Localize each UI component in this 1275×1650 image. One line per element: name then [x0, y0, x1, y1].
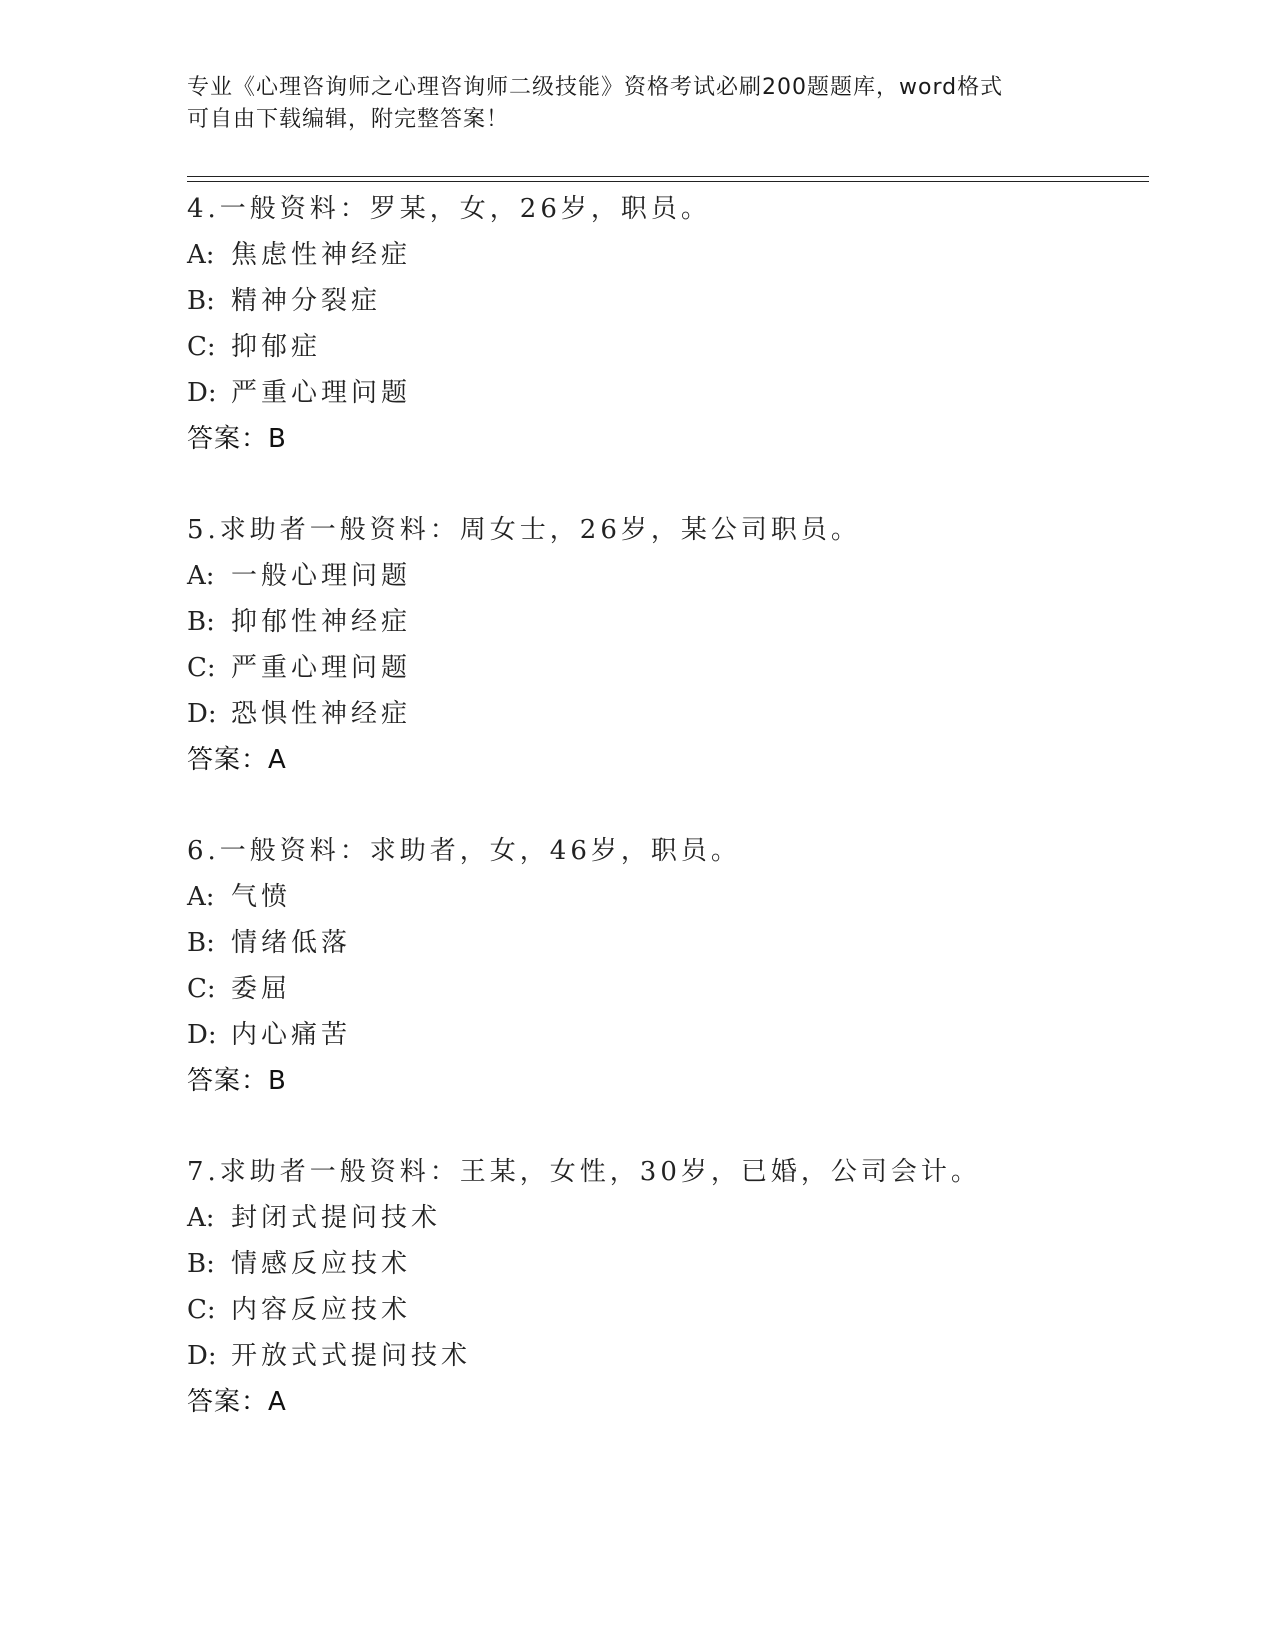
- option-text: 恐惧性神经症: [231, 699, 412, 729]
- option-text: 一般心理问题: [231, 561, 412, 591]
- option-text: 严重心理问题: [231, 653, 412, 683]
- option-key: B:: [187, 607, 215, 637]
- option-key: C:: [187, 1295, 216, 1325]
- option-text: 委屈: [231, 974, 292, 1004]
- option-key: D:: [187, 699, 217, 729]
- question-stem: 6.一般资料：求助者，女，46岁，职员。: [187, 836, 741, 866]
- option-text: 气愤: [231, 882, 292, 912]
- option-b: [187, 920, 1147, 966]
- option-key: D:: [187, 1341, 217, 1371]
- question-list: [187, 186, 1147, 1470]
- option-b: [187, 1241, 1147, 1287]
- option-text: 严重心理问题: [231, 378, 412, 408]
- option-d: [187, 1012, 1147, 1058]
- option-key: C:: [187, 653, 216, 683]
- option-text: 开放式式提问技术: [231, 1341, 472, 1371]
- question-item: [187, 186, 1147, 462]
- option-key: A:: [187, 240, 215, 270]
- option-key: B:: [187, 286, 215, 316]
- option-key: D:: [187, 378, 217, 408]
- option-text: 情感反应技术: [231, 1249, 412, 1279]
- option-d: [187, 691, 1147, 737]
- option-text: 封闭式提问技术: [231, 1203, 442, 1233]
- answer-line: 答案：B: [187, 424, 287, 454]
- option-a: [187, 232, 1147, 278]
- option-a: [187, 1195, 1147, 1241]
- option-a: [187, 874, 1147, 920]
- option-text: 抑郁性神经症: [231, 607, 412, 637]
- option-text: 内容反应技术: [231, 1295, 412, 1325]
- option-key: C:: [187, 332, 216, 362]
- header-divider-top: [187, 176, 1149, 177]
- option-text: 情绪低落: [231, 928, 352, 958]
- answer-line: 答案：B: [187, 1066, 287, 1096]
- option-c: [187, 645, 1147, 691]
- answer-line: 答案：A: [187, 745, 287, 775]
- header-line-1: 专业《心理咨询师之心理咨询师二级技能》资格考试必刷200题题库，word格式: [187, 75, 1004, 100]
- question-item: [187, 1149, 1147, 1425]
- header-divider-bottom: [187, 181, 1149, 182]
- question-item: [187, 507, 1147, 783]
- option-d: [187, 1333, 1147, 1379]
- option-c: [187, 966, 1147, 1012]
- option-c: [187, 324, 1147, 370]
- option-key: A:: [187, 561, 215, 591]
- option-c: [187, 1287, 1147, 1333]
- question-item: [187, 828, 1147, 1104]
- question-stem: 5.求助者一般资料：周女士，26岁，某公司职员。: [187, 515, 861, 545]
- option-a: [187, 553, 1147, 599]
- question-stem: 7.求助者一般资料：王某，女性，30岁，已婚，公司会计。: [187, 1157, 981, 1187]
- option-b: [187, 599, 1147, 645]
- document-header: [187, 72, 1067, 136]
- answer-line: 答案：A: [187, 1387, 287, 1417]
- option-key: B:: [187, 928, 215, 958]
- option-key: A:: [187, 1203, 215, 1233]
- question-stem: 4.一般资料：罗某，女，26岁，职员。: [187, 194, 711, 224]
- option-d: [187, 370, 1147, 416]
- option-key: D:: [187, 1020, 217, 1050]
- option-key: B:: [187, 1249, 215, 1279]
- option-key: A:: [187, 882, 215, 912]
- option-key: C:: [187, 974, 216, 1004]
- option-text: 精神分裂症: [231, 286, 382, 316]
- header-line-2: 可自由下载编辑，附完整答案！: [187, 107, 510, 132]
- option-b: [187, 278, 1147, 324]
- option-text: 抑郁症: [231, 332, 322, 362]
- option-text: 焦虑性神经症: [231, 240, 412, 270]
- option-text: 内心痛苦: [231, 1020, 352, 1050]
